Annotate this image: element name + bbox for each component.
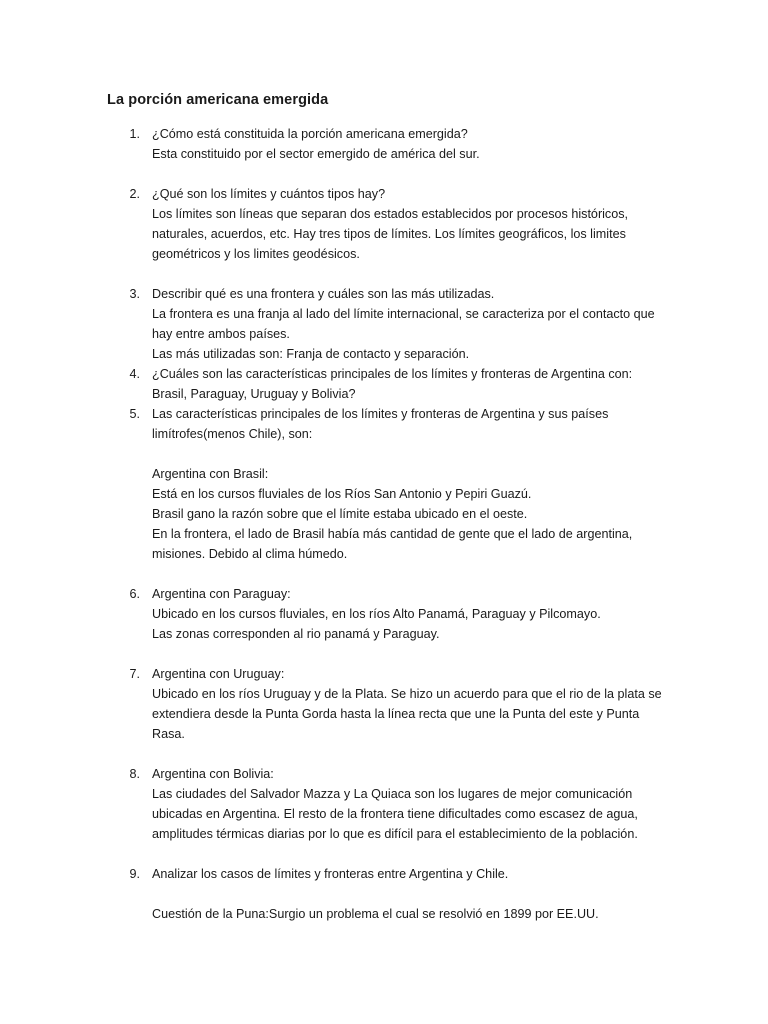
item-number: 7. (129, 667, 140, 681)
item-text-line: hay entre ambos países. (152, 327, 290, 341)
item-text-line: La frontera es una franja al lado del límite internacional, se caracteriza por el contacto que (152, 307, 655, 321)
item-number: 2. (129, 187, 140, 201)
item-text-line: Las zonas corresponden al rio panamá y Paraguay. (152, 627, 440, 641)
item-text-line: Argentina con Brasil: (152, 467, 269, 481)
item-text-line: misiones. Debido al clima húmedo. (152, 547, 348, 561)
item-number: 8. (129, 767, 140, 781)
item-text-line: Las más utilizadas son: Franja de contacto y separación. (152, 347, 470, 361)
item-text-line: Describir qué es una frontera y cuáles son las más utilizadas. (152, 287, 495, 301)
item-text-line: amplitudes térmicas diarias por lo que es difícil para el establecimiento de la población. (152, 827, 638, 841)
item-text-line: ubicadas en Argentina. El resto de la frontera tiene dificultades como escasez de agua, (152, 807, 638, 821)
item-number: 4. (129, 367, 140, 381)
item-text-line: Esta constituido por el sector emergido de américa del sur. (152, 147, 480, 161)
item-text-line: Rasa. (152, 727, 185, 741)
item-text-line: Ubicado en los ríos Uruguay y de la Plata. Se hizo un acuerdo para que el rio de la plata se (152, 687, 662, 701)
item-number: 1. (129, 127, 140, 141)
item-text-line: extendiera desde la Punta Gorda hasta la línea recta que une la Punta del este y Punta (152, 707, 640, 721)
item-number: 5. (129, 407, 140, 421)
item-text-line: limítrofes(menos Chile), son: (152, 427, 313, 441)
item-text-line: Argentina con Uruguay: (152, 667, 285, 681)
item-text-line: ¿Cuáles son las características principales de los límites y fronteras de Argentina con: (152, 367, 633, 381)
document-title: La porción americana emergida (107, 92, 329, 108)
item-text-line: Cuestión de la Puna:Surgio un problema el cual se resolvió en 1899 por EE.UU. (152, 907, 599, 921)
item-text-line: ¿Qué son los límites y cuántos tipos hay? (152, 187, 386, 201)
item-text-line: Ubicado en los cursos fluviales, en los ríos Alto Panamá, Paraguay y Pilcomayo. (152, 607, 601, 621)
item-text-line: Brasil, Paraguay, Uruguay y Bolivia? (152, 387, 356, 401)
item-text-line: ¿Cómo está constituida la porción americana emergida? (152, 127, 468, 141)
item-text-line: naturales, acuerdos, etc. Hay tres tipos de límites. Los límites geográficos, los limites (152, 227, 626, 241)
item-number: 9. (129, 867, 140, 881)
item-text-line: Argentina con Bolivia: (152, 767, 274, 781)
item-number: 3. (129, 287, 140, 301)
item-text-line: Las ciudades del Salvador Mazza y La Quiaca son los lugares de mejor comunicación (152, 787, 633, 801)
item-text-line: Argentina con Paraguay: (152, 587, 291, 601)
item-text-line: Analizar los casos de límites y fronteras entre Argentina y Chile. (152, 867, 509, 881)
item-text-line: Las características principales de los límites y fronteras de Argentina y sus países (152, 407, 609, 421)
item-number: 6. (129, 587, 140, 601)
item-text-line: Brasil gano la razón sobre que el límite estaba ubicado en el oeste. (152, 507, 528, 521)
item-text-line: Está en los cursos fluviales de los Ríos San Antonio y Pepiri Guazú. (152, 487, 532, 501)
item-text-line: geométricos y los limites geodésicos. (152, 247, 360, 261)
item-text-line: En la frontera, el lado de Brasil había más cantidad de gente que el lado de argentina, (152, 527, 633, 541)
item-text-line: Los límites son líneas que separan dos estados establecidos por procesos históricos, (152, 207, 629, 221)
